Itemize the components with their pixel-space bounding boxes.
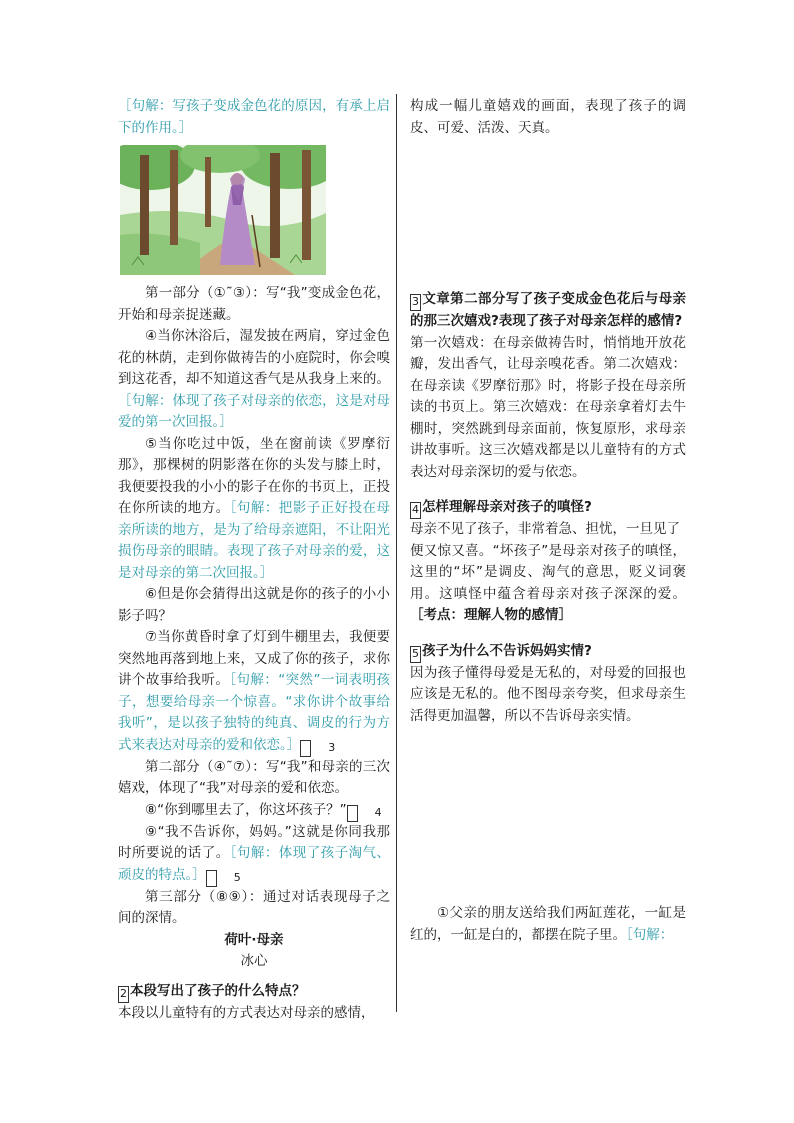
paragraph-7 <box>118 627 390 757</box>
paragraph-text: ⑤当你吃过中饭，坐在窗前读《罗摩衍那》，那棵树的阴影落在你的头发与膝上时，我便要投我的小小的影子在你的书页上，正投在你所读的地方。 <box>118 435 390 516</box>
sentence-note: ［句解： <box>626 926 674 943</box>
right-column <box>410 96 686 946</box>
sentence-note: ［句解：把影子正好投在母亲所读的地方，是为了给母亲遮阳，不让阳光损伤母亲的眼睛。表现了孩子对母亲的爱，这是对母亲的第二次回报。］ <box>118 500 391 581</box>
paragraph-text: ⑧“你到哪里去了，你这坏孩子？” <box>145 801 347 818</box>
sentence-note: ［句解：体现了孩子淘气、顽皮的特点。］ <box>118 845 391 883</box>
answer-4-line1: 母亲不见了孩子，非常着急、担忧，一旦见了 <box>410 521 680 537</box>
sentence-note: ［句解：“突然”一词表明孩子，想要给母亲一个惊喜。“求你讲个故事给我听”，是以孩子独特的纯真、调皮的行为方式来表达对母亲的爱和依恋。］ <box>118 672 391 753</box>
column-divider <box>396 94 397 1012</box>
question-3 <box>410 289 686 333</box>
sentence-note: ［句解：体现了孩子对母亲的依恋，这是对母爱的第一次回报。］ <box>118 392 390 430</box>
part-one-summary: 第一部分（①˜③）：写“我”变成金色花，开始和母亲捉迷藏。 <box>118 285 390 323</box>
paragraph-9 <box>118 822 390 887</box>
lotus-paragraph-1 <box>410 903 686 946</box>
question-marker: 5 <box>206 870 217 887</box>
question-marker: 4 <box>347 805 358 822</box>
paragraph-text: ④当你沐浴后，湿发披在两肩，穿过金色花的林荫，走到你做祷告的小庭院时，你会嗅到这花香，却不知道这香气是从我身上来的。 <box>118 328 390 387</box>
paragraph-text: ①父亲的朋友送给我们两缸莲花，一缸是红的，一缸是白的，都摆在院子里。 <box>410 905 686 943</box>
question-number: 5 <box>410 646 421 663</box>
essay-title: 荷叶·母亲 <box>224 931 284 948</box>
answer-5: 因为孩子懂得母爱是无私的，对母爱的回报也应该是无私的。他不图母亲夸奖，但求母亲生活得更加温馨，所以不告诉母亲实情。 <box>410 664 686 724</box>
paragraph-text: ⑦当你黄昏时拿了灯到牛棚里去，我便要突然地再落到地上来，又成了你的孩子，求你讲个故事给我听。 <box>118 629 390 688</box>
essay-author: 冰心 <box>240 953 268 969</box>
question-text: 怎样理解母亲对孩子的嗔怪? <box>422 499 592 515</box>
paragraph-text: ⑨“我不告诉你，妈妈。”这就是你同我那时所要说的话了。 <box>118 823 390 861</box>
question-2 <box>118 981 390 1003</box>
answer-4-body <box>410 541 686 627</box>
illustration-mother-in-forest <box>120 145 326 275</box>
question-number: 3 <box>410 294 421 311</box>
question-text: 孩子为什么不告诉妈妈实情? <box>422 642 592 659</box>
exam-point: ［考点：理解人物的感情］ <box>410 607 572 623</box>
part-three-summary: 第三部分（⑧⑨）：通过对话表现母子之间的深情。 <box>118 888 390 926</box>
question-5 <box>410 641 686 663</box>
question-marker: 3 <box>300 740 311 757</box>
question-text: 本段写出了孩子的什么特点？ <box>130 982 306 999</box>
answer-2: 本段以儿童特有的方式表达对母亲的感情， <box>118 1004 375 1021</box>
paragraph-6: ⑥但是你会猜得出这就是你的孩子的小小影子吗？ <box>118 586 390 624</box>
answer-2-continued: 构成一幅儿童嬉戏的画面，表现了孩子的调皮、可爱、活泼、天真。 <box>410 98 686 136</box>
answer-text: 便又惊又喜。“坏孩子”是母亲对孩子的嗔怪，这里的“坏”是调皮、淘气的意思，贬义词褒用。这嗔怪中蕴含着母亲对孩子深深的爱。 <box>410 542 686 602</box>
paragraph-8 <box>118 800 390 822</box>
part-two-summary: 第二部分（④˜⑦）：写“我”和母亲的三次嬉戏，体现了“我”对母亲的爱和依恋。 <box>118 758 390 796</box>
question-4 <box>410 497 686 519</box>
left-column <box>118 96 390 1024</box>
question-number: 4 <box>410 502 421 519</box>
question-number: 2 <box>118 986 129 1003</box>
paragraph-4 <box>118 326 390 434</box>
answer-3: 第一次嬉戏：在母亲做祷告时，悄悄地开放花瓣，发出香气，让母亲嗅花香。第二次嬉戏：在母亲读《罗摩衍那》时，将影子投在母亲所读的书页上。第三次嬉戏：在母亲拿着灯去牛棚时，突然跳到母亲面前，恢复原形，求母亲讲故事听。这三次嬉戏都是以儿童特有的方式表达对母亲深切的爱与依恋。 <box>410 334 686 480</box>
sentence-note: ［句解：写孩子变成金色花的原因，有承上启下的作用。］ <box>118 98 390 136</box>
question-text: 文章第二部分写了孩子变成金色花后与母亲的那三次嬉戏?表现了孩子对母亲怎样的感情? <box>410 291 686 329</box>
paragraph-5 <box>118 434 390 585</box>
